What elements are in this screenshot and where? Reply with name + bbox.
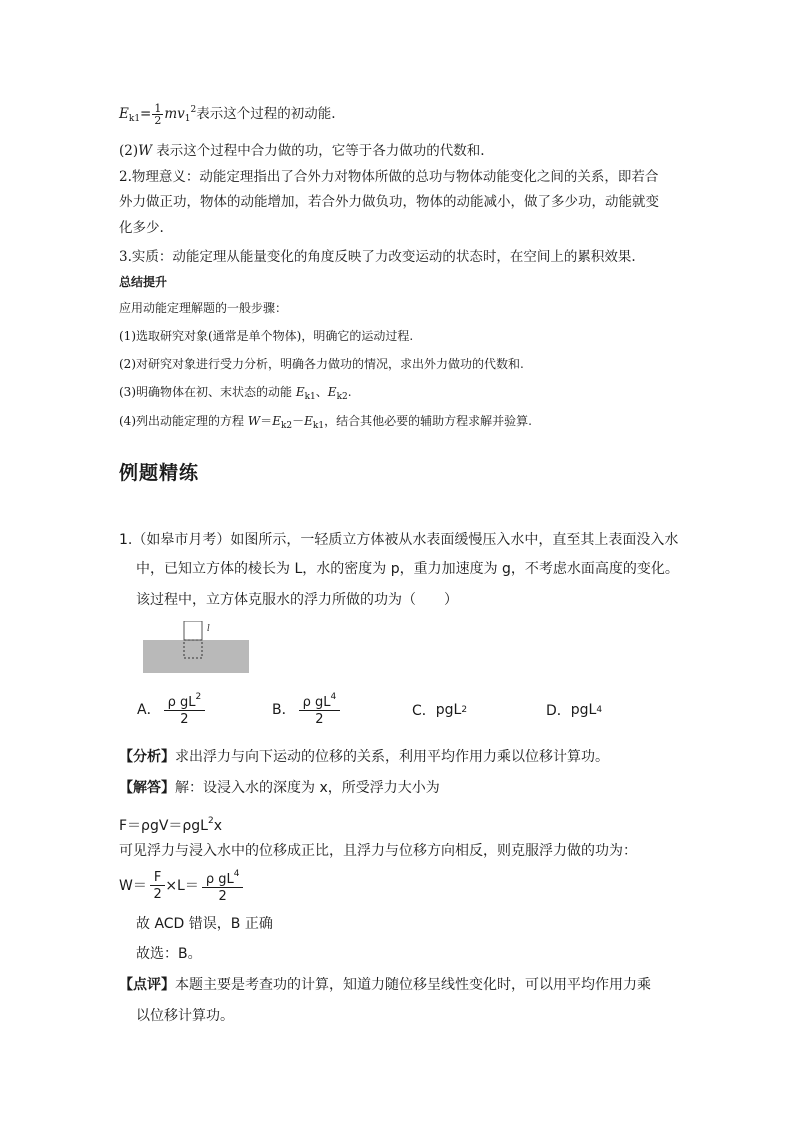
physics-meaning-line-1: 2.物理意义：动能定理指出了合外力对物体所做的总功与物体动能变化之间的关系，即若合: [119, 169, 659, 185]
choice-line: 故选：B。: [136, 946, 202, 962]
analysis-line: 【分析】求出浮力与向下运动的位移的关系，利用平均作用力乘以位移计算功。: [119, 749, 609, 765]
option-c[interactable]: C． pgL 2: [412, 702, 468, 719]
step-3: (3)明确物体在初、末状态的动能 $E_{k1}$、$E_{k2}$.: [119, 385, 352, 402]
option-b[interactable]: B． ρ $gL^4$ 2: [272, 690, 340, 728]
question-line-2: 中，已知立方体的棱长为 L，水的密度为 p，重力加速度为 g，不考虑水面高度的变化。: [136, 561, 679, 577]
physics-meaning-line-3: 化多少.: [119, 220, 164, 236]
step-1: (1)选取研究对象(通常是单个物体)，明确它的运动过程.: [119, 329, 414, 343]
half-fraction: $\frac{1}{2}$: [154, 102, 162, 127]
steps-intro: 应用动能定理解题的一般步骤：: [119, 301, 288, 315]
essence-line: 3.实质：动能定理从能量变化的角度反映了力改变运动的状态时，在空间上的累积效果.: [119, 249, 636, 265]
solution-line: 【解答】解：设浸入水的深度为 x，所受浮力大小为: [119, 780, 440, 796]
water-region: [143, 640, 249, 673]
step-2: (2)对研究对象进行受力分析，明确各力做功的情况，求出外力做功的代数和.: [119, 357, 524, 371]
question-line-1: 1.（如皋市月考）如图所示，一轻质立方体被从水表面缓慢压入水中，直至其上表面没入水: [119, 532, 679, 548]
cube-edge-label: l: [207, 624, 210, 634]
buoyancy-formula: F＝ρgV＝ρgL$^2$x: [119, 816, 223, 834]
section-title: 例题精练: [119, 462, 200, 484]
ek1-definition-line: $E_{k1}=$ $\frac{1}{2}$ $mv_1^2$表示这个过程的初动能.: [119, 102, 336, 127]
option-d[interactable]: D． pgL 4: [546, 702, 603, 719]
comment-line-2: 以位移计算功。: [136, 1008, 234, 1024]
cube-above-water: [184, 621, 202, 640]
work-definition-line: (2)W 表示这个过程中合力做的功，它等于各力做功的代数和.: [119, 143, 485, 159]
work-formula: W＝ $\frac{F}{2}$ ×L＝ ρ $gL^4$ 2: [119, 867, 243, 905]
step-4: (4)列出动能定理的方程 $W=E_{k2}-E_{k1}$，结合其他必要的辅助方程求解并验算.: [119, 414, 532, 431]
comment-line-1: 【点评】本题主要是考查功的计算，知道力随位移呈线性变化时，可以用平均作用力乘: [119, 977, 651, 993]
conclusion-line: 故 ACD 错误，B 正确: [136, 916, 273, 932]
question-line-3: 该过程中，立方体克服水的浮力所做的功为（ ）: [136, 592, 458, 608]
option-a[interactable]: A． ρ $gL^2$ 2: [137, 690, 205, 728]
proportional-line: 可见浮力与浸入水中的位移成正比，且浮力与位移方向相反，则克服浮力做的功为：: [119, 843, 637, 859]
physics-meaning-line-2: 外力做正功，物体的动能增加，若合外力做负功，物体的动能减小，做了多少功，动能就变: [119, 194, 659, 210]
summary-title: 总结提升: [119, 275, 168, 289]
cube-in-water-figure: [143, 621, 249, 673]
